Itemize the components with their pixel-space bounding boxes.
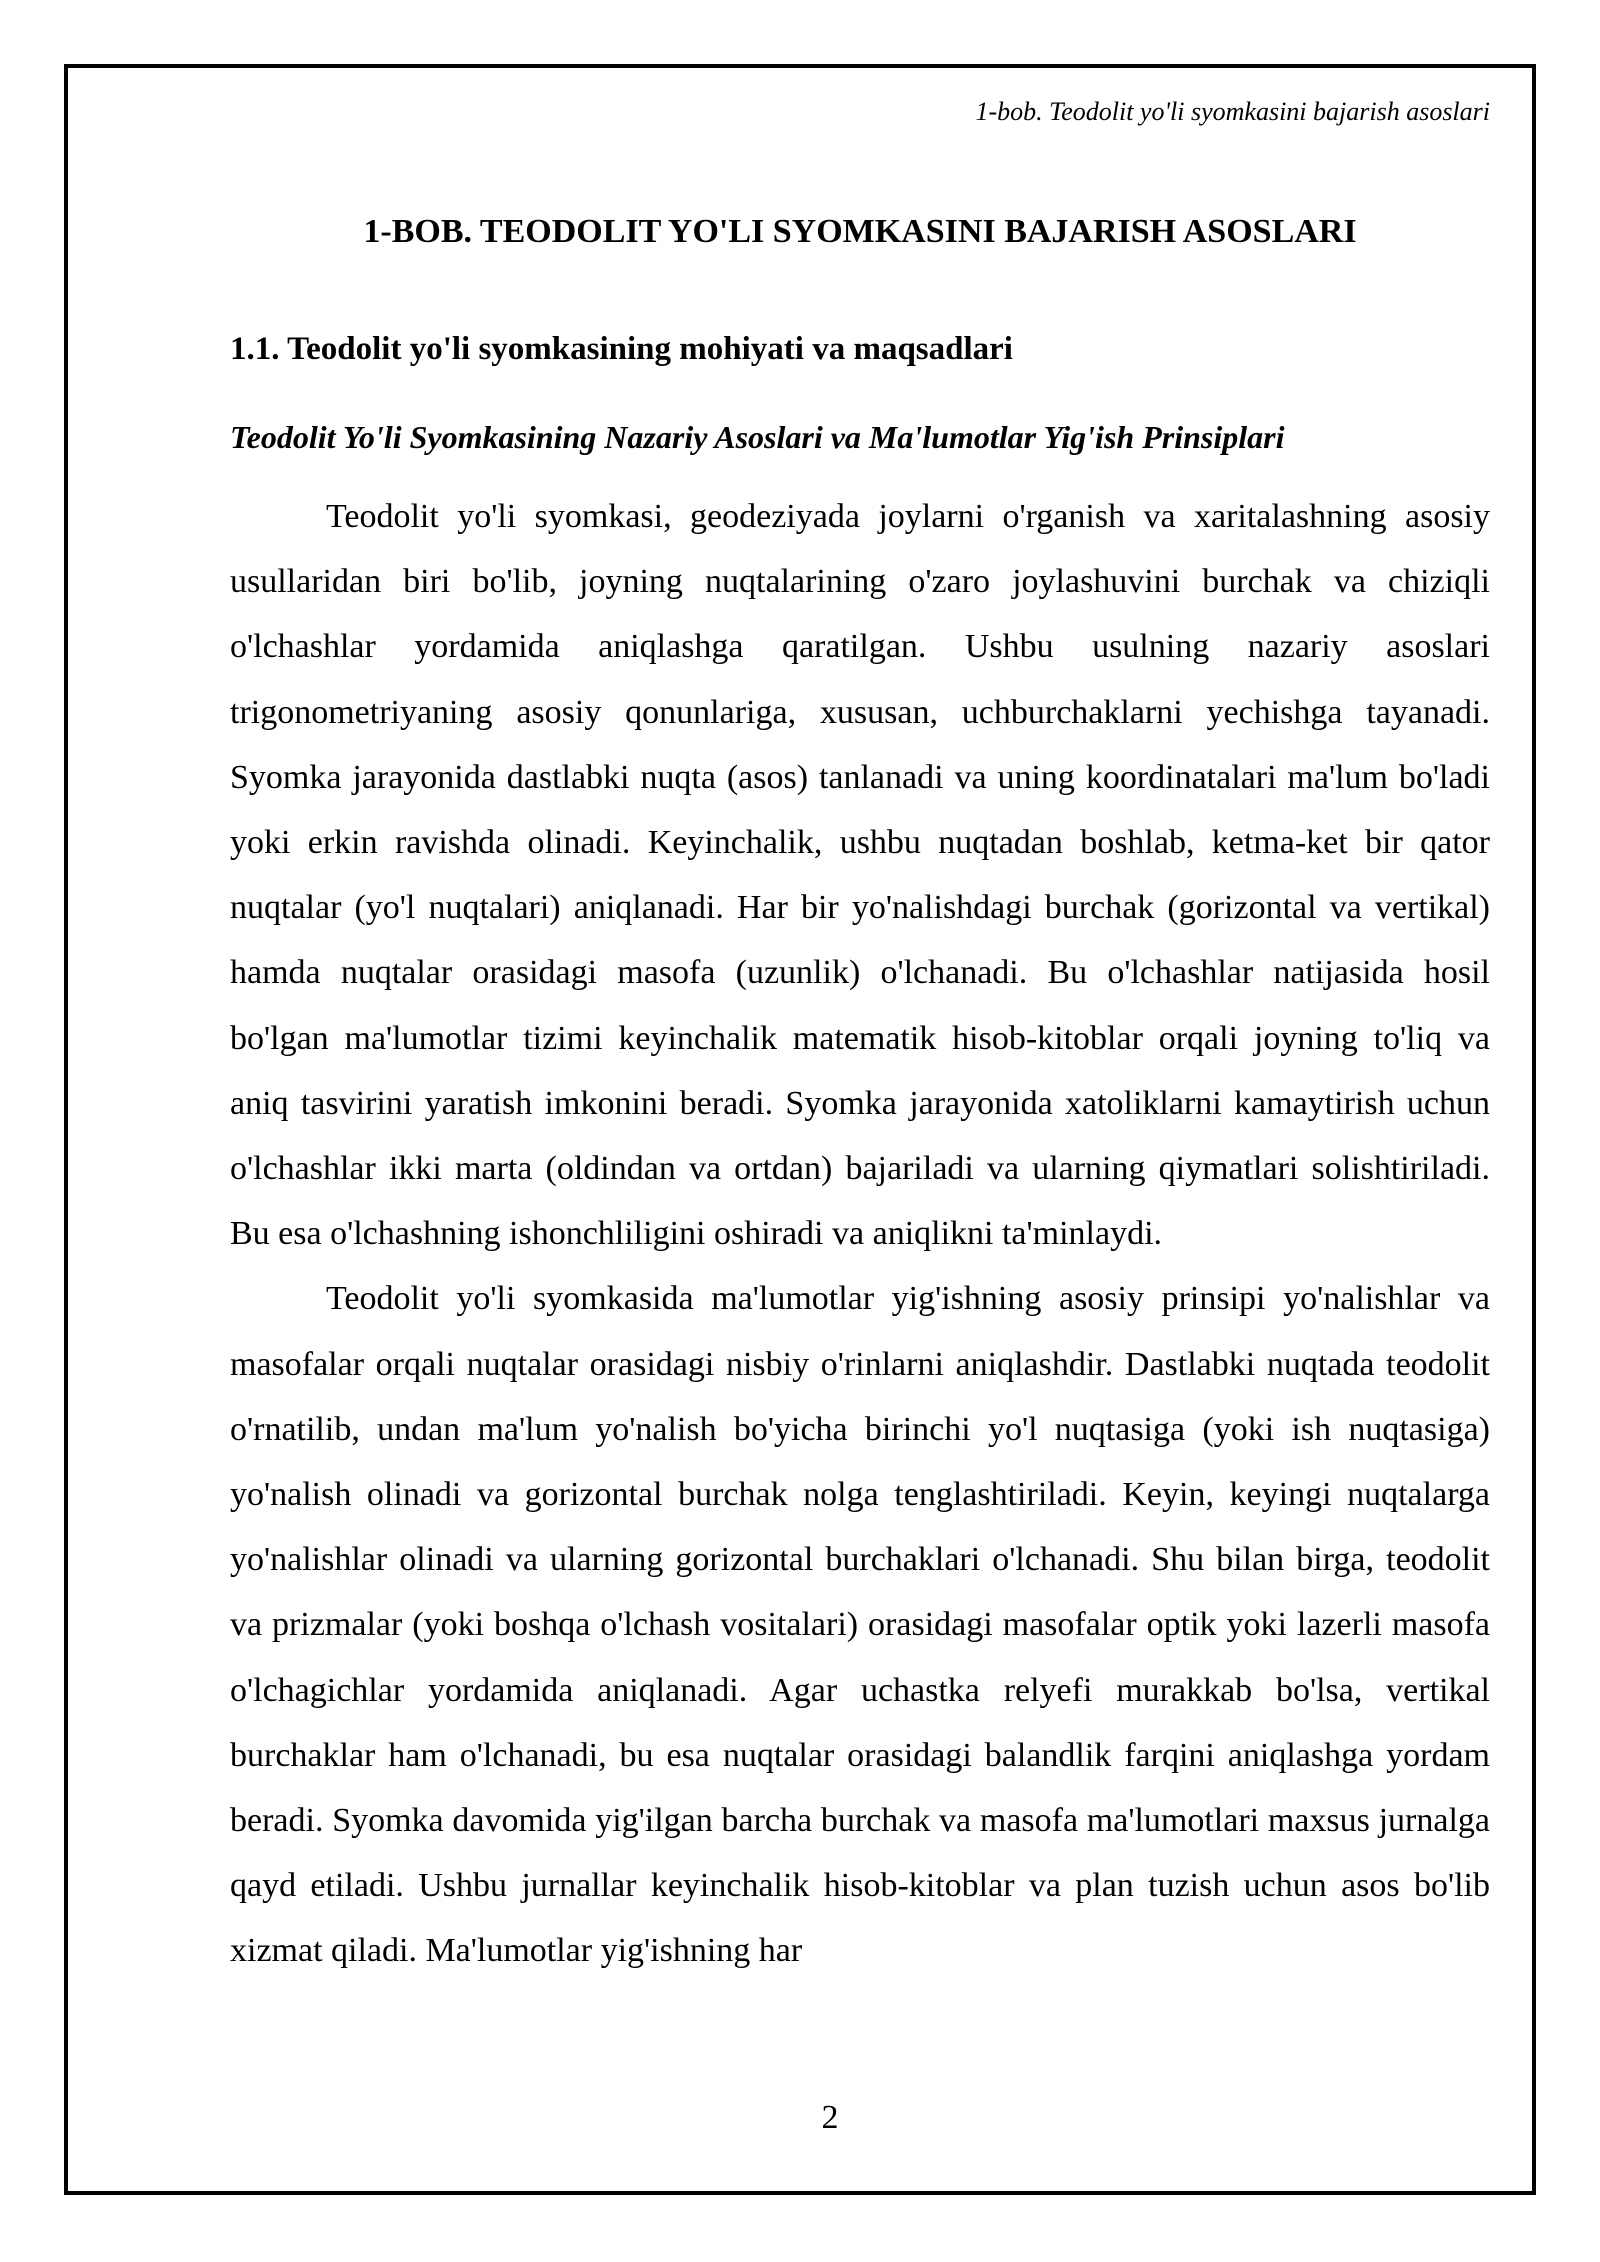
page-number: 2: [821, 2099, 839, 2136]
running-header: 1-bob. Teodolit yo'li syomkasini bajarish asoslari: [975, 97, 1490, 126]
chapter-title: 1-BOB. TEODOLIT YO'LI SYOMKASINI BAJARISH ASOSLARI: [363, 213, 1357, 250]
paragraph: Teodolit yo'li syomkasi, geodeziyada joylarni o'rganish va xaritalashning asosiy usullaridan biri bo'lib, joyning nuqtalarining o'zaro joylashuvini burchak va chiziqli o'lchashlar yordamida aniqlashga qaratilgan. Ushbu usulning nazariy asoslari trigonometriyaning asosiy qonunlariga, xususan, uchburchaklarni yechishga tayanadi. Syomka jarayonida dastlabki nuqta (asos) tanlanadi va uning koordinatalari ma'lum bo'ladi yoki erkin ravishda olinadi. Keyinchalik, ushbu nuqtadan boshlab, ketma-ket bir qator nuqtalar (yo'l nuqtalari) aniqlanadi. Har bir yo'nalishdagi burchak (gorizontal va vertikal) hamda nuqtalar orasidagi masofa (uzunlik) o'lchanadi. Bu o'lchashlar natijasida hosil bo'lgan ma'lumotlar tizimi keyinchalik matematik hisob-kitoblar orqali joyning to'liq va aniq tasvirini yaratish imkonini beradi. Syomka jarayonida xatoliklarni kamaytirish uchun o'lchashlar ikki marta (oldindan va ortdan) bajariladi va ularning qiymatlari solishtiriladi. Bu esa o'lchashning ishonchliligini oshiradi va aniqlikni ta'minlaydi.: [230, 498, 1490, 1253]
subsection-title: Teodolit Yo'li Syomkasining Nazariy Asoslari va Ma'lumotlar Yig'ish Prinsiplari: [230, 419, 1285, 455]
section-title: 1.1. Teodolit yo'li syomkasining mohiyati va maqsadlari: [230, 331, 1013, 367]
body-text: [230, 484, 1490, 1984]
page-content: [230, 212, 1490, 1970]
paragraph: Teodolit yo'li syomkasida ma'lumotlar yig'ishning asosiy prinsipi yo'nalishlar va masofalar orqali nuqtalar orasidagi nisbiy o'rinlarni aniqlashdir. Dastlabki nuqtada teodolit o'rnatilib, undan ma'lum yo'nalish bo'yicha birinchi yo'l nuqtasiga (yoki ish nuqtasiga) yo'nalish olinadi va gorizontal burchak nolga tenglashtiriladi. Keyin, keyingi nuqtalarga yo'nalishlar olinadi va ularning gorizontal burchaklari o'lchanadi. Shu bilan birga, teodolit va prizmalar (yoki boshqa o'lchash vositalari) orasidagi masofalar optik yoki lazerli masofa o'lchagichlar yordamida aniqlanadi. Agar uchastka relyefi murakkab bo'lsa, vertikal burchaklar ham o'lchanadi, bu esa nuqtalar orasidagi balandlik farqini aniqlashga yordam beradi. Syomka davomida yig'ilgan barcha burchak va masofa ma'lumotlari maxsus jurnalga qayd etiladi. Ushbu jurnallar keyinchalik hisob-kitoblar va plan tuzish uchun asos bo'lib xizmat qiladi. Ma'lumotlar yig'ishning har: [230, 1280, 1490, 1970]
